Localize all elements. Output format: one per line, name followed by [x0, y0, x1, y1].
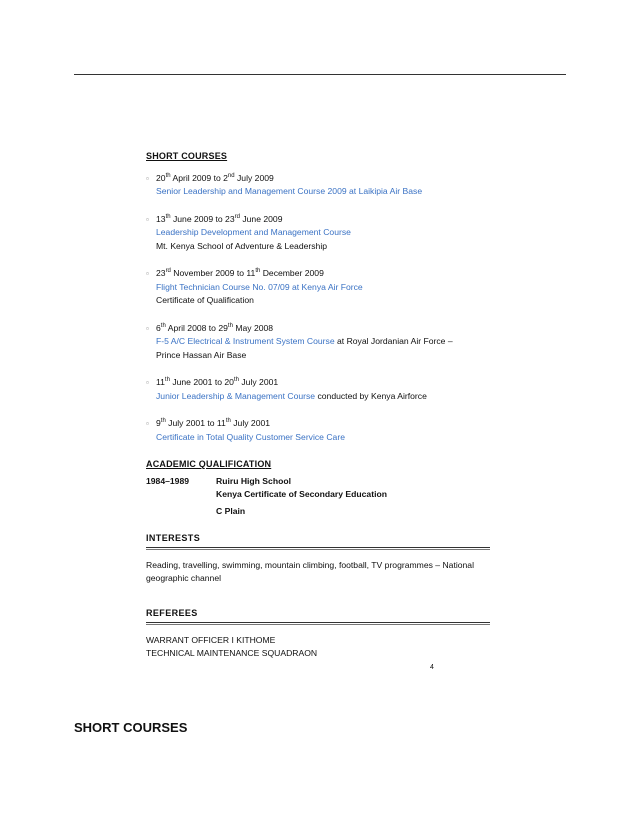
course-dates: 9th July 2001 to 11th July 2001	[156, 418, 271, 428]
course-dates: 23rd November 2009 to 11th December 2009	[156, 268, 324, 278]
course-title-suffix: conducted by Kenya Airforce	[315, 390, 427, 401]
course-item	[146, 213, 496, 254]
academic-years: 1984–1989	[146, 475, 190, 486]
course-list	[146, 172, 496, 445]
course-item	[146, 172, 496, 199]
academic-certificate: Kenya Certificate of Secondary Education	[216, 489, 387, 499]
course-extra: Mt. Kenya School of Adventure & Leadership	[156, 240, 328, 251]
course-title: Junior Leadership & Management Course	[156, 390, 316, 401]
bullet-icon: ▫	[146, 173, 149, 183]
course-title-line	[156, 281, 496, 295]
course-dates: 20th April 2009 to 2nd July 2009	[156, 172, 274, 183]
course-title-line	[156, 226, 496, 240]
top-divider	[74, 74, 566, 75]
slide-caption: SHORT COURSES	[74, 720, 188, 735]
academic-heading: ACADEMIC QUALIFICATION	[146, 459, 272, 469]
course-title: Flight Technician Course No. 07/09 at Kenya Air Force	[156, 281, 363, 292]
course-title-line	[156, 390, 496, 404]
course-dates: 6th April 2008 to 29th May 2008	[156, 322, 274, 333]
course-item	[146, 417, 496, 444]
course-title-suffix: at Royal Jordanian Air Force –	[334, 336, 453, 346]
course-dates: 13th June 2009 to 23rd June 2009	[156, 213, 283, 224]
interests-text: Reading, travelling, swimming, mountain climbing, football, TV programmes – National geographic channel	[146, 560, 474, 583]
course-dates: 11th June 2001 to 20th July 2001	[156, 377, 279, 387]
referees-divider	[146, 622, 490, 625]
course-extra: Certificate of Qualification	[156, 295, 254, 305]
referee-line: TECHNICAL MAINTENANCE SQUADRAON	[146, 647, 318, 658]
course-item	[146, 267, 496, 308]
course-item	[146, 376, 496, 403]
course-item	[146, 322, 496, 363]
short-courses-section	[146, 150, 496, 518]
referees-section	[146, 608, 490, 659]
bullet-icon: ▫	[146, 419, 149, 428]
course-title: Certificate in Total Quality Customer Service Care	[156, 431, 345, 442]
course-title: Senior Leadership and Management Course 2009 at Laikipia Air Base	[156, 186, 423, 196]
academic-grade: C Plain	[216, 505, 246, 516]
course-title-line	[156, 335, 496, 349]
course-title-line	[156, 185, 496, 199]
bullet-icon: ▫	[146, 214, 149, 224]
academic-school: Ruiru High School	[216, 475, 291, 486]
bullet-icon: ▫	[146, 323, 149, 333]
course-title: Leadership Development and Management Course	[156, 227, 351, 237]
page-number: 4	[430, 664, 434, 671]
referees-list	[146, 634, 490, 659]
course-title: F-5 A/C Electrical & Instrument System Course	[156, 336, 335, 346]
referees-heading: REFEREES	[146, 608, 198, 618]
interests-heading: INTERESTS	[146, 533, 201, 543]
referee-line: WARRANT OFFICER I KITHOME	[146, 635, 276, 645]
course-title-line	[156, 431, 496, 445]
bullet-icon: ▫	[146, 378, 149, 387]
course-extra: Prince Hassan Air Base	[156, 349, 247, 360]
academic-details	[216, 475, 387, 519]
short-courses-heading: SHORT COURSES	[146, 151, 228, 161]
academic-entry	[146, 475, 496, 519]
interests-divider	[146, 547, 490, 550]
bullet-icon: ▫	[146, 269, 149, 278]
interests-section	[146, 533, 490, 584]
